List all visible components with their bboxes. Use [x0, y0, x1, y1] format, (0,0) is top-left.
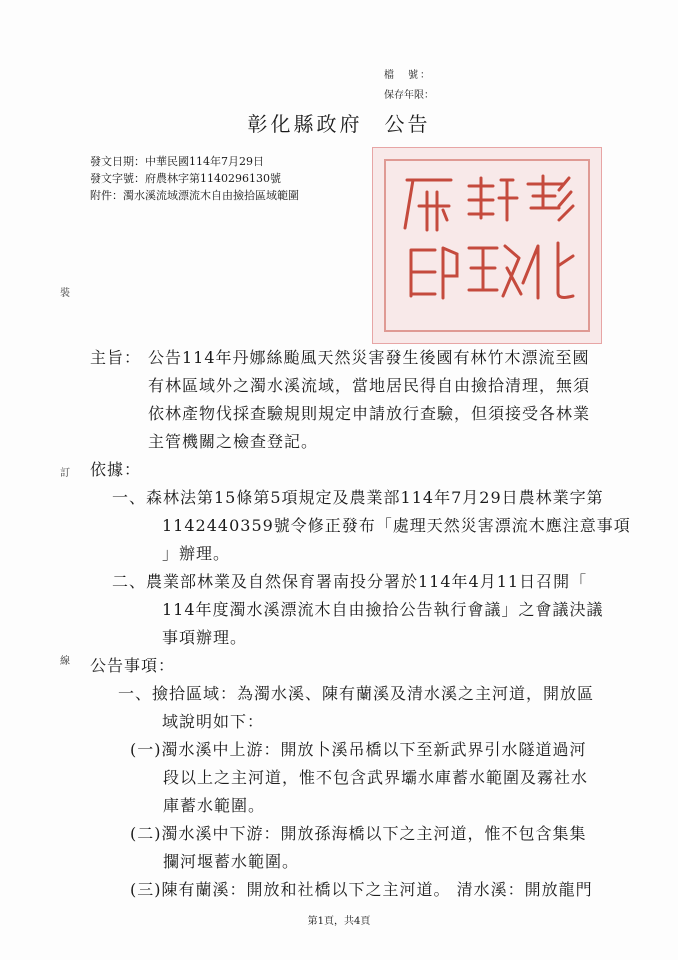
sub-item-line: 庫蓄水範圍。 — [163, 796, 266, 815]
retention-label: 保存年限： — [384, 90, 434, 101]
notice-label: 公告事項： — [90, 656, 176, 675]
issue-date: 發文日期：中華民國114年7月29日 — [90, 155, 264, 168]
sub-item-line: (三)陳有蘭溪：開放和社橋以下之主河道。 清水溪：開放龍門 — [130, 880, 593, 899]
basis-item-line: 1142440359號令修正發布「處理天然災害漂流木應注意事項 — [162, 516, 631, 535]
sub-item-line: 段以上之主河道，惟不包含武界壩水庫蓄水範圍及霧社水 — [163, 768, 589, 787]
subject-line: 公告114年丹娜絲颱風天然災害發生後國有林竹木漂流至國 — [148, 348, 590, 367]
sub-item-line: 攔河堰蓄水範圍。 — [163, 852, 300, 871]
basis-label: 依據： — [90, 460, 142, 479]
file-number-label: 檔 號： — [384, 70, 432, 81]
basis-item-line: 」辦理。 — [162, 544, 231, 563]
sub-item-line: (二)濁水溪中下游：開放孫海橋以下之主河道，惟不包含集集 — [130, 824, 587, 843]
margin-mark-xian: 線 — [60, 656, 70, 667]
basis-item-line: 114年度濁水溪漂流木自由撿拾公告執行會議」之會議決議 — [162, 600, 604, 619]
attachment-line: 附件：濁水溪流域漂流木自由撿拾區域範圍 — [90, 189, 299, 202]
notice-item-line: 一、撿拾區域：為濁水溪、陳有蘭溪及清水溪之主河道，開放區 — [118, 684, 595, 703]
page-number: 第1頁，共4頁 — [307, 916, 371, 927]
margin-mark-zhuang: 裝 — [60, 288, 70, 299]
agency-name: 彰化縣政府 — [247, 112, 363, 136]
subject-line: 依林產物伐採查驗規則規定申請放行查驗，但須接受各林業 — [148, 404, 591, 423]
seal-glyphs — [373, 148, 601, 343]
basis-item-line: 二、農業部林業及自然保育署南投分署於114年4月11日召開「 — [112, 572, 588, 591]
issue-number: 發文字號：府農林字第1140296130號 — [90, 172, 281, 185]
basis-item-line: 事項辦理。 — [162, 628, 248, 647]
subject-line: 有林區域外之濁水溪流域，當地居民得自由撿拾清理，無須 — [148, 376, 591, 395]
doc-type: 公告 — [384, 112, 431, 136]
notice-item-line: 域說明如下： — [162, 712, 265, 731]
page-title — [0, 108, 678, 137]
subject-line: 主管機關之檢查登記。 — [148, 432, 319, 451]
sub-item-line: (一)濁水溪中上游：開放卜溪吊橋以下至新武界引水隧道過河 — [130, 740, 587, 759]
margin-mark-ding: 訂 — [60, 468, 70, 479]
official-seal-stamp — [372, 147, 602, 344]
basis-item-line: 一、森林法第15條第5項規定及農業部114年7月29日農林業字第 — [112, 488, 604, 507]
subject-label: 主旨： — [90, 348, 142, 367]
